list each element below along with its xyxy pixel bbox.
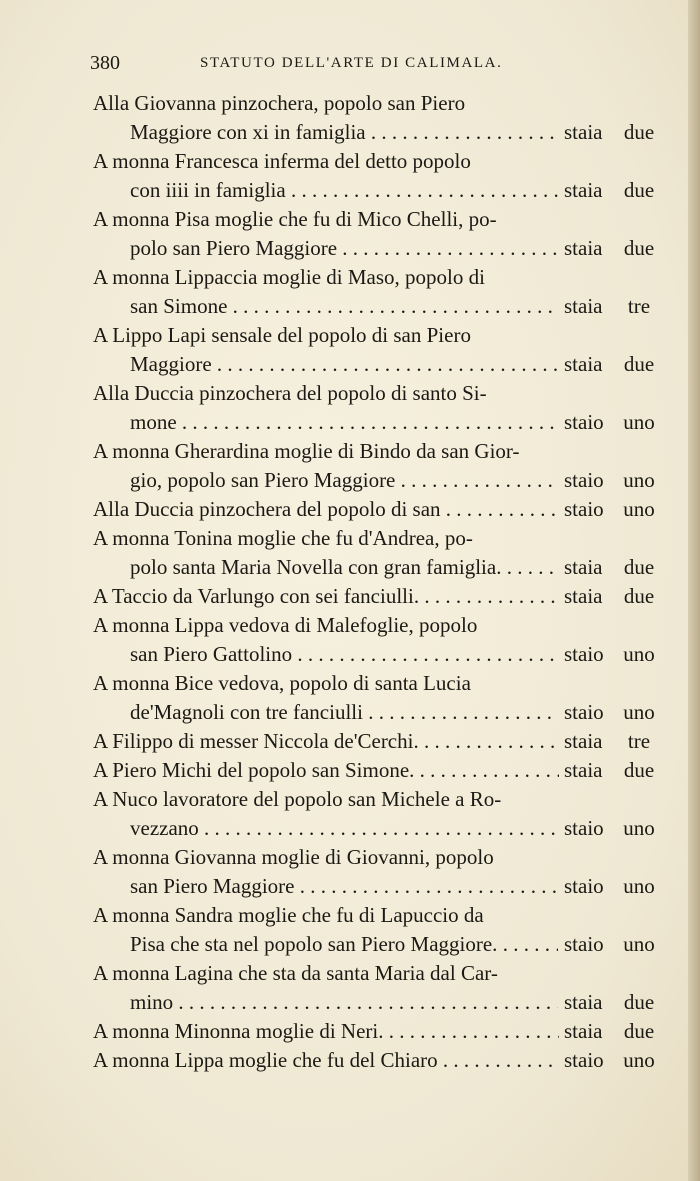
entry-text: Maggiore . . . [130,350,558,379]
entry-text: san Piero Gattolino . . . [130,640,558,669]
entry-amount: uno [623,468,655,492]
entry-amount: due [623,352,655,376]
entry-text: A Piero Michi del popolo san Simone. . . . [93,756,559,785]
entry-line [0,234,700,263]
entry-unit: staia [564,120,603,144]
entry-amount: uno [623,410,655,434]
entry-text: mone . . . [130,408,558,437]
entry-text: A monna Gherardina moglie di Bindo da san Gior- [93,439,520,463]
entry-unit: staia [564,236,603,260]
entry-amount: uno [623,700,655,724]
entry-line [0,263,700,292]
page-edge [688,0,700,1181]
entry-amount: due [623,120,655,144]
entry-unit: staia [564,178,603,202]
entry-text: A Nuco lavoratore del popolo san Michele a Ro- [93,787,502,811]
entry-amount: due [623,236,655,260]
entry-text: A monna Lagina che sta da santa Maria dal Car- [93,961,498,985]
entry-text: A monna Francesca inferma del detto popolo [93,149,471,173]
entry-amount: uno [623,497,655,521]
entry-text: polo san Piero Maggiore . . . [130,234,558,263]
entry-unit: staio [564,700,604,724]
entry-line [0,408,700,437]
entry-text: A Filippo di messer Niccola de'Cerchi. . . . [93,727,559,756]
entry-text: A monna Giovanna moglie di Giovanni, popolo [93,845,494,869]
entry-amount: due [623,584,655,608]
entry-amount: tre [627,729,651,753]
entry-amount: due [623,555,655,579]
entry-line [0,147,700,176]
entry-text: A monna Pisa moglie che fu di Mico Chelli, po- [93,207,497,231]
entry-line [0,698,700,727]
entry-line [0,814,700,843]
entry-line [0,727,700,756]
entry-text: san Simone . . . [130,292,558,321]
entry-line [0,292,700,321]
page-number: 380 [90,52,120,74]
entry-amount: due [623,178,655,202]
entry-unit: staio [564,816,604,840]
entry-text: A monna Lippa moglie che fu del Chiaro . . . [93,1046,559,1075]
entry-text: A monna Lippaccia moglie di Maso, popolo di [93,265,485,289]
entry-line [0,437,700,466]
entry-unit: staia [564,294,603,318]
entry-line [0,350,700,379]
entry-line [0,872,700,901]
entry-line [0,118,700,147]
entry-text: A monna Minonna moglie di Neri. . . . [93,1017,559,1046]
entry-unit: staio [564,932,604,956]
entry-unit: staio [564,642,604,666]
entry-text: A monna Lippa vedova di Malefoglie, popolo [93,613,478,637]
entry-line [0,988,700,1017]
entry-line [0,901,700,930]
entry-unit: staia [564,584,603,608]
entry-line [0,640,700,669]
page-header [90,52,560,82]
entry-unit: staia [564,555,603,579]
entry-unit: staio [564,468,604,492]
entry-line [0,843,700,872]
running-title: STATUTO DELL'ARTE DI CALIMALA. [200,55,503,71]
entry-line [0,756,700,785]
entry-text: A Taccio da Varlungo con sei fanciulli. . . . [93,582,559,611]
entry-line [0,1017,700,1046]
entry-unit: staia [564,1019,603,1043]
entry-amount: due [623,758,655,782]
entry-line [0,1046,700,1075]
entry-text: Alla Duccia pinzochera del popolo di santo Si- [93,381,487,405]
entry-text: Maggiore con xi in famiglia . . . [130,118,558,147]
entry-unit: staia [564,758,603,782]
entry-unit: staia [564,352,603,376]
entry-line [0,466,700,495]
entry-text: Pisa che sta nel popolo san Piero Maggiore. . . . [130,930,558,959]
entry-text: A monna Tonina moglie che fu d'Andrea, po- [93,526,473,550]
entry-amount: uno [623,642,655,666]
entry-amount: uno [623,1048,655,1072]
entry-text: de'Magnoli con tre fanciulli . . . [130,698,558,727]
entry-text: con iiii in famiglia . . . [130,176,558,205]
entry-unit: staio [564,410,604,434]
entry-line [0,669,700,698]
entry-text: Alla Giovanna pinzochera, popolo san Piero [93,91,466,115]
entry-line [0,205,700,234]
entry-line [0,379,700,408]
entry-line [0,495,700,524]
entry-line [0,930,700,959]
entry-unit: staia [564,990,603,1014]
entry-line [0,89,700,118]
entry-text: A monna Bice vedova, popolo di santa Lucia [93,671,471,695]
entry-amount: tre [627,294,651,318]
entry-unit: staio [564,497,604,521]
entry-unit: staio [564,874,604,898]
entry-text: polo santa Maria Novella con gran famiglia. . . . [130,553,558,582]
entry-line [0,582,700,611]
entry-line [0,611,700,640]
entry-amount: uno [623,874,655,898]
entry-line [0,321,700,350]
entry-amount: uno [623,932,655,956]
entry-unit: staio [564,1048,604,1072]
entry-line [0,524,700,553]
entry-text: san Piero Maggiore . . . [130,872,558,901]
entry-text: Alla Duccia pinzochera del popolo di san . . . [93,495,559,524]
entry-amount: uno [623,816,655,840]
entry-text: mino . . . [130,988,558,1017]
entry-text: A Lippo Lapi sensale del popolo di san Piero [93,323,471,347]
entry-text: A monna Sandra moglie che fu di Lapuccio da [93,903,484,927]
entry-amount: due [623,1019,655,1043]
entry-line [0,553,700,582]
entry-line [0,176,700,205]
entry-text: gio, popolo san Piero Maggiore . . . [130,466,558,495]
entry-amount: due [623,990,655,1014]
entry-line [0,959,700,988]
entry-unit: staia [564,729,603,753]
distribution-list [0,89,700,1075]
entry-line [0,785,700,814]
entry-text: vezzano . . . [130,814,558,843]
